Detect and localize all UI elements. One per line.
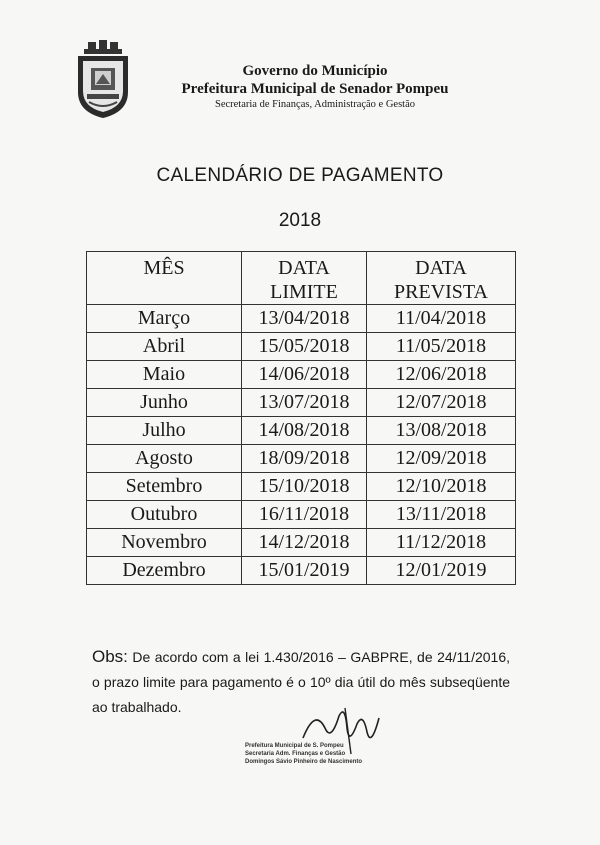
planned-date-cell: 13/11/2018 xyxy=(367,501,516,529)
limit-date-cell: 16/11/2018 xyxy=(242,501,367,529)
limit-date-cell: 14/12/2018 xyxy=(242,529,367,557)
planned-date-cell: 12/01/2019 xyxy=(367,557,516,585)
limit-date-cell: 14/06/2018 xyxy=(242,361,367,389)
secretariat-name: Secretaria de Finanças, Administração e Gestão xyxy=(214,99,415,110)
month-cell: Outubro xyxy=(87,501,242,529)
month-cell: Junho xyxy=(87,389,242,417)
table-row xyxy=(87,333,516,361)
planned-date-cell: 12/07/2018 xyxy=(367,389,516,417)
planned-date-cell: 11/05/2018 xyxy=(367,333,516,361)
month-cell: Agosto xyxy=(87,445,242,473)
limit-date-cell: 18/09/2018 xyxy=(242,445,367,473)
table-row xyxy=(87,389,516,417)
limit-date-cell: 15/01/2019 xyxy=(242,557,367,585)
header-limit-line1: DATA xyxy=(278,257,330,279)
month-cell: Dezembro xyxy=(87,557,242,585)
table-row xyxy=(87,305,516,333)
table-row xyxy=(87,361,516,389)
table-row xyxy=(87,417,516,445)
municipal-coat-of-arms-icon xyxy=(74,40,132,120)
month-cell: Setembro xyxy=(87,473,242,501)
stamp-line-1: Prefeitura Municipal de S. Pompeu xyxy=(245,743,344,749)
document-year: 2018 xyxy=(278,210,322,231)
table-row xyxy=(87,473,516,501)
limit-date-cell: 13/07/2018 xyxy=(242,389,367,417)
header-limit-line2: LIMITE xyxy=(270,281,338,303)
table-header-row xyxy=(87,252,516,305)
header-planned-date xyxy=(367,252,516,305)
planned-date-cell: 11/12/2018 xyxy=(367,529,516,557)
table-row xyxy=(87,501,516,529)
header-month: MÊS xyxy=(87,252,242,305)
stamp-line-3: Domingos Sávio Pinheiro de Nascimento xyxy=(245,759,363,765)
limit-date-cell: 15/10/2018 xyxy=(242,473,367,501)
header-limit-date xyxy=(242,252,367,305)
table-row xyxy=(87,445,516,473)
month-cell: Novembro xyxy=(87,529,242,557)
header-planned-line1: DATA xyxy=(415,257,467,279)
table-row xyxy=(87,529,516,557)
planned-date-cell: 12/10/2018 xyxy=(367,473,516,501)
planned-date-cell: 12/06/2018 xyxy=(367,361,516,389)
limit-date-cell: 13/04/2018 xyxy=(242,305,367,333)
header-planned-line2: PREVISTA xyxy=(394,281,488,303)
planned-date-cell: 12/09/2018 xyxy=(367,445,516,473)
payment-calendar-table xyxy=(86,251,516,585)
letterhead xyxy=(150,62,480,112)
limit-date-cell: 14/08/2018 xyxy=(242,417,367,445)
planned-date-cell: 11/04/2018 xyxy=(367,305,516,333)
month-cell: Abril xyxy=(87,333,242,361)
official-stamp xyxy=(245,742,375,766)
month-cell: Março xyxy=(87,305,242,333)
limit-date-cell: 15/05/2018 xyxy=(242,333,367,361)
document-title: CALENDÁRIO DE PAGAMENTO xyxy=(156,165,444,186)
month-cell: Maio xyxy=(87,361,242,389)
observation-text: De acordo com a lei 1.430/2016 – GABPRE, de 24/11/2016, o prazo limite para pagamento é o 10º dia útil do mês subseqüente ao trabalhado. xyxy=(92,649,511,715)
observation-label: Obs: xyxy=(92,647,128,666)
month-cell: Julho xyxy=(87,417,242,445)
stamp-line-2: Secretaria Adm. Finanças e Gestão xyxy=(245,751,346,757)
table-row xyxy=(87,557,516,585)
government-name: Governo do Município xyxy=(242,63,388,79)
prefecture-name: Prefeitura Municipal de Senador Pompeu xyxy=(181,81,449,97)
planned-date-cell: 13/08/2018 xyxy=(367,417,516,445)
